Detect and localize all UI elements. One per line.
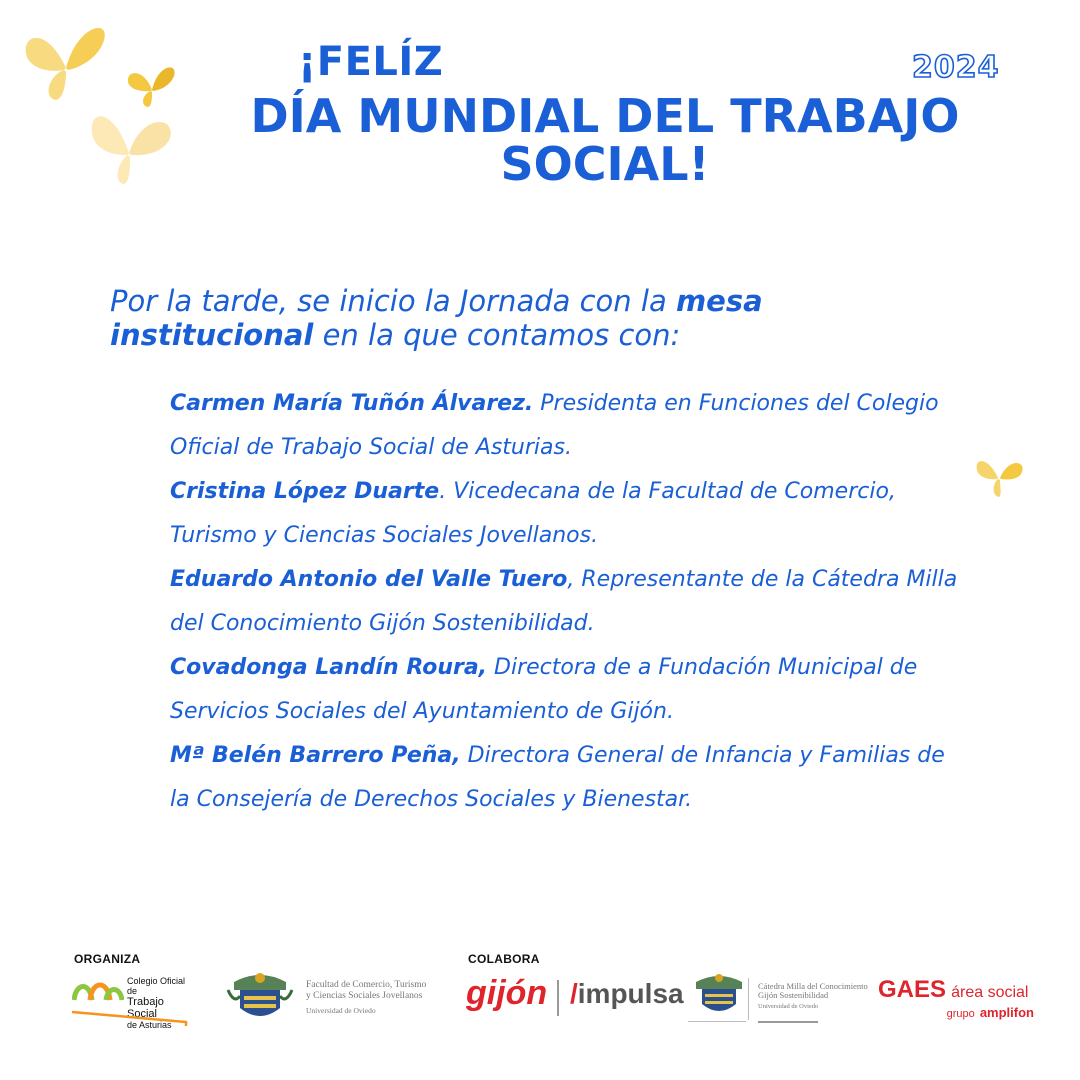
catedra-logo-line2: Gijón Sostenibilidad [758, 990, 829, 1000]
catedra-shield-icon [688, 970, 750, 1020]
catedra-divider [748, 978, 749, 1020]
speaker-name: Covadonga Landín Roura, [170, 655, 488, 680]
gijon-logo: gijón [466, 974, 548, 1012]
speaker-role: Representante de la Cátedra Milla del Conocimiento Gijón Sostenibilidad. [170, 567, 958, 636]
speaker-name: Carmen María Tuñón Álvarez. [170, 391, 534, 416]
speaker-name: Cristina López Duarte [170, 479, 440, 504]
speaker-item [170, 382, 970, 470]
colegio-logo [72, 974, 192, 1030]
speaker-item [170, 646, 970, 734]
speakers-list [170, 382, 970, 822]
colegio-logo-line1: Colegio Oficial de [127, 976, 186, 996]
intro-text-2: en la que contamos con: [313, 318, 681, 352]
catedra-logo-line3: Universidad de Oviedo [758, 1003, 819, 1010]
speaker-role: Directora General de Infancia y Familias de la Consejería de Derechos Sociales y Bienestar. [170, 743, 945, 812]
impulsa-logo-text: impulsa [577, 978, 684, 1009]
facultad-logo-line2: y Ciencias Sociales Jovellanos [306, 991, 423, 1001]
impulsa-logo [570, 978, 684, 1010]
speaker-separator: , [567, 567, 582, 592]
organiza-label: ORGANIZA [74, 952, 141, 966]
colegio-arches-icon [72, 976, 124, 1002]
colegio-underline-icon [72, 1006, 190, 1026]
gaes-area-social: área social [951, 984, 1029, 1001]
speaker-role: Directora de a Fundación Municipal de Servicios Sociales del Ayuntamiento de Gijón. [170, 655, 918, 724]
speaker-item [170, 558, 970, 646]
speaker-item [170, 470, 970, 558]
impulsa-slash-icon: / [570, 978, 578, 1009]
year-badge: 2024 [912, 50, 1000, 85]
speaker-role: Vicedecana de la Facultad de Comercio, Turismo y Ciencias Sociales Jovellanos. [170, 479, 896, 548]
intro-paragraph [110, 284, 890, 352]
facultad-logo-text [306, 980, 426, 1016]
butterfly-decoration-right [974, 450, 1026, 500]
speaker-name: Eduardo Antonio del Valle Tuero [170, 567, 568, 592]
title-line-2: DÍA MUNDIAL DEL TRABAJO [250, 89, 960, 143]
catedra-logo-line1: Cátedra Milla del Conocimiento [758, 981, 868, 991]
title-line-3: SOCIAL! [500, 137, 710, 191]
speaker-separator [487, 655, 494, 680]
gaes-brand: GAES [878, 976, 947, 1003]
page-title [200, 89, 1010, 191]
gaes-grupo-line [878, 1002, 1034, 1021]
catedra-logo-text [758, 982, 868, 1011]
butterfly-decoration-large [18, 18, 113, 103]
gaes-amplifon: amplifon [979, 1005, 1034, 1020]
title-line-1: ¡FELÍZ [298, 39, 444, 85]
facultad-logo-line3: Universidad de Oviedo [306, 1006, 376, 1015]
intro-text-1: Por la tarde, se inicio la Jornada con la [110, 284, 676, 318]
colegio-logo-line3: de Asturias [127, 1020, 172, 1030]
speaker-separator [461, 743, 468, 768]
facultad-logo-line1: Facultad de Comercio, Turismo [306, 980, 427, 990]
speaker-role: Presidenta en Funciones del Colegio Oficial de Trabajo Social de Asturias. [170, 391, 939, 460]
colabora-label: COLABORA [468, 952, 540, 966]
logo-divider [557, 980, 559, 1016]
speaker-separator: . [439, 479, 454, 504]
speaker-item [170, 734, 970, 822]
intro-bold-text: mesa institucional [110, 284, 763, 352]
gaes-grupo: grupo [946, 1008, 975, 1020]
catedra-rule [688, 1021, 746, 1022]
gaes-logo [878, 976, 1048, 1021]
butterfly-decoration-faded [84, 98, 179, 188]
catedra-underline [758, 1021, 818, 1023]
colegio-logo-line2: Trabajo Social [127, 996, 164, 1020]
speaker-name: Mª Belén Barrero Peña, [170, 743, 461, 768]
university-shield-icon [224, 968, 296, 1024]
